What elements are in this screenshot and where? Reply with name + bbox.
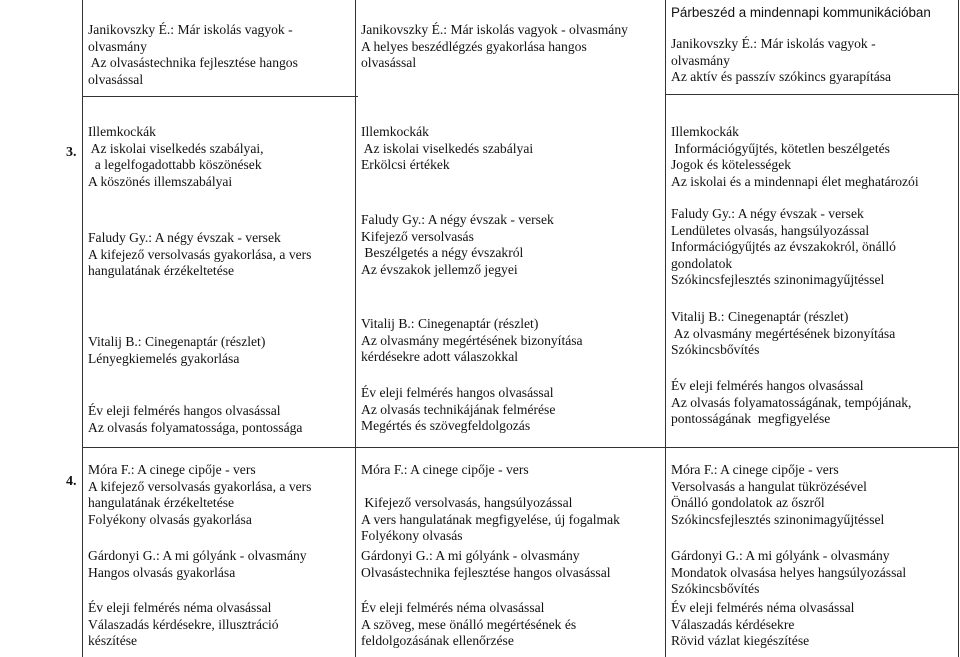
text-line: Móra F.: A cinege cipője - vers [361, 462, 529, 477]
text-line: Az olvasmány megértésének bizonyítása [671, 325, 896, 341]
text-line: Az olvasás technikájának felmérése [361, 401, 556, 417]
row3-col3-block-d [671, 378, 911, 428]
row3-col1-block-c [88, 334, 265, 367]
text-line: A szöveg, mese önálló megértésének és [361, 616, 577, 632]
row4-col2-block-b [361, 548, 611, 581]
text-line: gondolatok [671, 255, 733, 271]
text-line: Az olvasmány megértésének bizonyítása [361, 332, 583, 348]
row3-col1-block-b [88, 230, 311, 280]
row3-col3-block-b [671, 206, 896, 289]
text-line: Önálló gondolatok az őszről [671, 495, 825, 511]
row3-col1-block-a [88, 124, 264, 190]
text-line: Lendületes olvasás, hangsúlyozással [671, 222, 870, 238]
row3-col3-block-c [671, 309, 895, 359]
text-line: Faludy Gy.: A négy évszak - versek [88, 230, 281, 245]
text-line: kérdésekre adott válaszokkal [361, 349, 519, 365]
text-line: Folyékony olvasás [361, 528, 463, 544]
row3-col3-block-a [671, 124, 919, 190]
text-line: Gárdonyi G.: A mi gólyánk - olvasmány [88, 548, 307, 563]
text-line: Vitalij B.: Cinegenaptár (részlet) [671, 309, 849, 324]
text-line: Válaszadás kérdésekre, illusztráció [88, 616, 279, 632]
text-line: Faludy Gy.: A négy évszak - versek [671, 206, 864, 221]
text-line: Illemkockák [361, 124, 429, 139]
row-number-4: 4. [66, 474, 77, 489]
text-line: Rövid vázlat kiegészítése [671, 633, 810, 649]
text-line: Az olvasás folyamatosságának, tempójának, [671, 394, 912, 410]
text-line: Az évszakok jellemző jegyei [361, 261, 518, 277]
top-cell-3 [671, 5, 931, 86]
row3-col2-block-b [361, 212, 554, 278]
text-line: Szókincsbővítés [671, 581, 760, 597]
text-line: készítése [88, 633, 138, 649]
text-line: Folyékony olvasás gyakorlása [88, 511, 252, 527]
text-line: Vitalij B.: Cinegenaptár (részlet) [88, 334, 266, 349]
text-line: Év eleji felmérés hangos olvasással [88, 403, 281, 418]
text-line: Hangos olvasás gyakorlása [88, 564, 236, 580]
text-line: A köszönés illemszabályai [88, 173, 233, 189]
text-line: Válaszadás kérdésekre [671, 616, 795, 632]
text-line: olvasmány [88, 38, 147, 54]
text-line: Janikovszky É.: Már iskolás vagyok - olvasmány [361, 22, 628, 37]
text-line: Kifejező versolvasás [361, 228, 474, 244]
text-line: Beszélgetés a négy évszakról [361, 245, 524, 261]
text-line: Móra F.: A cinege cipője - vers [671, 462, 839, 477]
text-line: Év eleji felmérés néma olvasással [671, 600, 855, 615]
text-line: a legelfogadottabb köszönések [88, 157, 262, 173]
text-line: Gárdonyi G.: A mi gólyánk - olvasmány [671, 548, 890, 563]
text-line: Janikovszky É.: Már iskolás vagyok - [88, 22, 293, 37]
top-cell-1 [88, 22, 298, 88]
text-line: olvasással [361, 55, 417, 71]
text-line: Lényegkiemelés gyakorlása [88, 350, 240, 366]
text-line: Szókincsfejlesztés szinonimagyűjtéssel [671, 272, 885, 288]
text-line: Vitalij B.: Cinegenaptár (részlet) [361, 316, 539, 331]
text-line: Megértés és szövegfeldolgozás [361, 418, 531, 434]
grid-line-top-col2 [356, 96, 358, 97]
text-line: Az olvasástechnika fejlesztése hangos [88, 55, 298, 71]
text-line: Év eleji felmérés hangos olvasással [671, 378, 864, 393]
text-line: Az aktív és passzív szókincs gyarapítása [671, 69, 892, 85]
grid-line-top-col3 [666, 94, 958, 95]
text-line: A kifejező versolvasás gyakorlása, a vers [88, 246, 312, 262]
text-line: Az iskolai viselkedés szabályai [361, 140, 534, 156]
text-line: Jogok és kötelességek [671, 157, 792, 173]
grid-line-right [958, 0, 959, 657]
row4-col3-block-b [671, 548, 906, 598]
text-line: Információgyűjtés az évszakokról, önálló [671, 239, 896, 255]
row3-col2-block-c [361, 316, 583, 366]
text-line: olvasmány [671, 52, 730, 68]
text-line: Erkölcsi értékek [361, 157, 450, 173]
text-line: hangulatának érzékeltetése [88, 263, 235, 279]
top-cell-2 [361, 22, 628, 72]
row4-col2-block-c [361, 600, 576, 650]
row4-col1-block-a [88, 462, 311, 528]
row4-col3-block-c [671, 600, 854, 650]
row3-col1-block-d [88, 403, 302, 436]
text-line: Szókincsbővítés [671, 342, 760, 358]
cell-heading: Párbeszéd a mindennapi kommunikációban [671, 5, 931, 20]
text-line: pontosságának megfigyelése [671, 411, 831, 427]
text-line: Gárdonyi G.: A mi gólyánk - olvasmány [361, 548, 580, 563]
row3-col2-block-a [361, 124, 533, 174]
text-line: Mondatok olvasása helyes hangsúlyozással [671, 564, 907, 580]
text-line: Az iskolai viselkedés szabályai, [88, 140, 264, 156]
text-line: Az olvasás folyamatossága, pontossága [88, 419, 303, 435]
text-line: Információgyűjtés, kötetlen beszélgetés [671, 140, 890, 156]
text-line: Szókincsfejlesztés szinonimagyűjtéssel [671, 511, 885, 527]
text-line: Faludy Gy.: A négy évszak - versek [361, 212, 554, 227]
text-line: Az iskolai és a mindennapi élet meghatározói [671, 173, 919, 189]
text-line: Móra F.: A cinege cipője - vers [88, 462, 256, 477]
text-line: feldolgozásának ellenőrzése [361, 633, 514, 649]
text-line: Illemkockák [88, 124, 156, 139]
grid-line-row4 [82, 447, 959, 448]
row4-col2-block-a [361, 462, 620, 545]
row4-col1-block-b [88, 548, 307, 581]
grid-line-col3 [665, 0, 666, 657]
text-line: Janikovszky É.: Már iskolás vagyok - [671, 36, 876, 52]
grid-line-left [82, 0, 83, 657]
text-line: Év eleji felmérés néma olvasással [88, 600, 272, 615]
text-line: A vers hangulatának megfigyelése, új fogalmak [361, 511, 620, 527]
text-line: Év eleji felmérés néma olvasással [361, 600, 545, 615]
row3-col2-block-d [361, 385, 555, 435]
text-line: hangulatának érzékeltetése [88, 495, 235, 511]
grid-line-top-col1 [82, 96, 356, 97]
row4-col1-block-c [88, 600, 279, 650]
text-line: olvasással [88, 71, 144, 87]
row4-col3-block-a [671, 462, 884, 528]
text-line: Olvasástechnika fejlesztése hangos olvasással [361, 564, 611, 580]
text-line: Év eleji felmérés hangos olvasással [361, 385, 554, 400]
text-line: Illemkockák [671, 124, 739, 139]
text-line: A helyes beszédlégzés gyakorlása hangos [361, 38, 587, 54]
grid-line-col2 [355, 0, 356, 657]
text-line: Kifejező versolvasás, hangsúlyozással [361, 495, 573, 511]
row-number-3: 3. [66, 145, 77, 160]
text-line: A kifejező versolvasás gyakorlása, a vers [88, 478, 312, 494]
text-line: Versolvasás a hangulat tükrözésével [671, 478, 867, 494]
